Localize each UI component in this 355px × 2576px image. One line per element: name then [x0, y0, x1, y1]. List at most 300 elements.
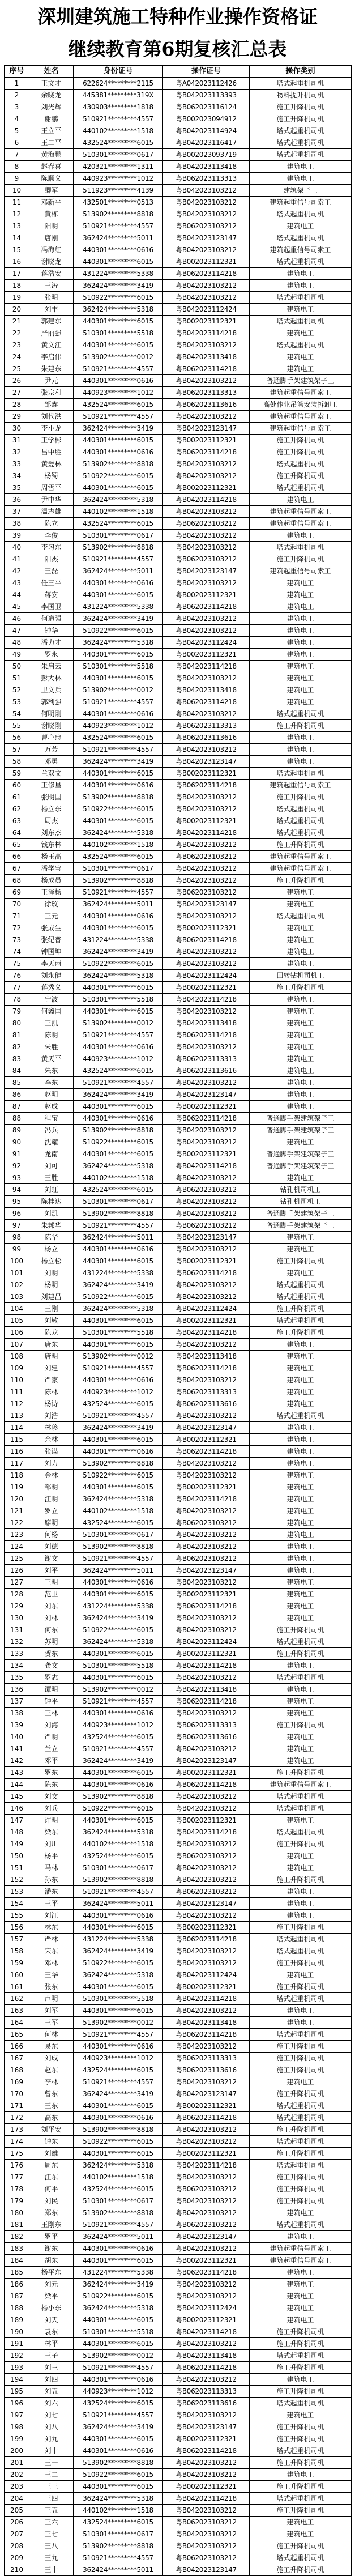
cell-id-number: 362424*********5318 [74, 1303, 163, 1315]
cell-name: 郭利强 [29, 696, 74, 708]
cell-operation-category: 建筑电工 [250, 1470, 352, 1481]
cell-certificate-number: 粤B062023114218 [163, 1029, 250, 1041]
cell-name: 杨立 [29, 1244, 74, 1255]
table-row [5, 1505, 352, 1517]
cell-operation-category: 建筑电工 [250, 1910, 352, 1922]
cell-name: 王华 [29, 1969, 74, 1981]
table-row [5, 2231, 352, 2243]
cell-operation-category: 建筑电工 [250, 744, 352, 756]
cell-serial: 110 [5, 1374, 29, 1386]
cell-certificate-number: 粤B042023103212 [163, 1470, 250, 1481]
cell-name: 李俊 [29, 530, 74, 542]
cell-certificate-number: 粤B042023113418 [163, 1017, 250, 1029]
cell-certificate-number: 粤B002023112321 [163, 649, 250, 661]
cell-name: 胡东 [29, 2255, 74, 2267]
cell-name: 邓新平 [29, 197, 74, 208]
cell-name: 刘建 [29, 1362, 74, 1374]
table-row [5, 161, 352, 173]
cell-name: 周东 [29, 2160, 74, 2171]
cell-operation-category: 建筑电工 [250, 2267, 352, 2279]
table-row [5, 399, 352, 411]
cell-certificate-number: 粤B062023114218 [163, 601, 250, 613]
cell-serial: 50 [5, 661, 29, 672]
cell-id-number: 510921*********4557 [74, 1553, 163, 1565]
cell-operation-category: 建筑电工 [250, 958, 352, 970]
cell-operation-category: 普通脚手架建筑架子工 [250, 375, 352, 387]
cell-operation-category: 施工升降机司机 [250, 435, 352, 446]
cell-name: 梁平 [29, 2290, 74, 2302]
document-title-line-1: 深圳建筑施工特种作业操作资格证 [37, 6, 318, 28]
cell-serial: 73 [5, 934, 29, 946]
cell-name: 兰立 [29, 1743, 74, 1755]
cell-operation-category: 建筑电工 [250, 2207, 352, 2219]
cell-name: 邹鑫 [29, 399, 74, 411]
cell-operation-category: 施工升降机司机 [250, 839, 352, 851]
cell-certificate-number: 粤B002023112321 [163, 1648, 250, 1660]
cell-serial: 82 [5, 1041, 29, 1053]
cell-name: 刘德 [29, 1541, 74, 1553]
cell-certificate-number: 粤B002023093719 [163, 149, 250, 161]
cell-certificate-number: 粤B042023114218 [163, 2493, 250, 2505]
cell-serial: 186 [5, 2279, 29, 2290]
table-row [5, 1624, 352, 1636]
cell-id-number: 362424*********3419 [74, 1612, 163, 1624]
cell-id-number: 513902*********0012 [74, 1684, 163, 1696]
table-row [5, 1493, 352, 1505]
table-row [5, 1244, 352, 1255]
cell-serial: 208 [5, 2540, 29, 2552]
cell-certificate-number: 粤A042023112426 [163, 78, 250, 90]
cell-serial: 98 [5, 1232, 29, 1244]
table-row [5, 482, 352, 494]
cell-id-number: 510921*********4557 [74, 1077, 163, 1089]
cell-operation-category: 塔式起重机司机 [250, 1291, 352, 1303]
cell-serial: 128 [5, 1589, 29, 1600]
cell-name: 余晓龙 [29, 90, 74, 101]
cell-operation-category: 建筑电工 [250, 1339, 352, 1351]
cell-serial: 123 [5, 1529, 29, 1541]
cell-name: 潘东 [29, 1886, 74, 1898]
cell-id-number: 362424*********5318 [74, 2493, 163, 2505]
cell-certificate-number: 粤B042023103212 [163, 411, 250, 423]
cell-name: 潘力才 [29, 637, 74, 649]
cell-operation-category: 施工升降机司机 [250, 1957, 352, 1969]
cell-id-number: 440301*********6015 [74, 1006, 163, 1017]
cell-name: 吕中胜 [29, 446, 74, 458]
table-row [5, 2005, 352, 2017]
cell-operation-category: 建筑电工 [250, 1815, 352, 1826]
table-row [5, 1339, 352, 1351]
cell-name: 刘虹 [29, 1184, 74, 1196]
cell-name: 邓勇 [29, 756, 74, 768]
cell-name: 杨诗 [29, 1398, 74, 1410]
cell-id-number: 513902*********0012 [74, 1351, 163, 1362]
cell-serial: 169 [5, 2076, 29, 2088]
cell-name: 陈顺义 [29, 173, 74, 185]
cell-name: 金林 [29, 1470, 74, 1481]
cell-operation-category: 施工升降机司机 [250, 1838, 352, 1850]
cell-serial: 106 [5, 1327, 29, 1339]
cell-id-number: 362424*********5318 [74, 637, 163, 649]
cell-certificate-number: 粤B042023112424 [163, 1969, 250, 1981]
cell-name: 刘建昌 [29, 1291, 74, 1303]
table-row [5, 494, 352, 506]
cell-operation-category: 建筑电工 [250, 1458, 352, 1470]
cell-operation-category: 塔式起重机司机 [250, 827, 352, 839]
table-row [5, 2290, 352, 2302]
cell-certificate-number: 粤B062023113313 [163, 2053, 250, 2064]
cell-operation-category: 建筑电工 [250, 1529, 352, 1541]
cell-operation-category: 建筑电工 [250, 2374, 352, 2386]
cell-operation-category: 施工升降机司机 [250, 2505, 352, 2517]
cell-operation-category: 施工升降机司机 [250, 2171, 352, 2183]
cell-id-number: 510301*********0617 [74, 149, 163, 161]
cell-operation-category: 建筑电工 [250, 1398, 352, 1410]
cell-id-number: 440301*********6015 [74, 649, 163, 661]
cell-serial: 29 [5, 411, 29, 423]
cell-serial: 88 [5, 1113, 29, 1125]
cell-operation-category: 建筑电工 [250, 1244, 352, 1255]
cell-serial: 95 [5, 1196, 29, 1208]
cell-id-number: 510921*********4557 [74, 2362, 163, 2374]
table-row [5, 2100, 352, 2112]
table-row [5, 137, 352, 149]
cell-serial: 47 [5, 625, 29, 637]
cell-serial: 166 [5, 2041, 29, 2053]
cell-serial: 89 [5, 1125, 29, 1136]
cell-id-number: 431224*********5338 [74, 601, 163, 613]
cell-operation-category: 建筑电工 [250, 732, 352, 744]
cell-operation-category: 塔式起重机司机 [250, 2100, 352, 2112]
cell-id-number: 513902*********8818 [74, 791, 163, 803]
cell-id-number: 440301*********0616 [74, 1708, 163, 1719]
table-row [5, 1220, 352, 1232]
cell-operation-category: 物料提升机司机 [250, 90, 352, 101]
cell-serial: 65 [5, 839, 29, 851]
cell-certificate-number: 粤B042023123147 [163, 2231, 250, 2243]
cell-certificate-number: 粤B042023103212 [163, 2124, 250, 2136]
cell-serial: 74 [5, 946, 29, 958]
cell-serial: 38 [5, 518, 29, 530]
table-row [5, 1458, 352, 1470]
cell-serial: 17 [5, 268, 29, 280]
cell-name: 何东 [29, 1624, 74, 1636]
cell-certificate-number: 粤B042023103212 [163, 2290, 250, 2302]
cell-name: 何平 [29, 2183, 74, 2195]
cell-name: 刘军 [29, 2005, 74, 2017]
cell-id-number: 362424*********5318 [74, 304, 163, 316]
cell-serial: 20 [5, 304, 29, 316]
cell-name: 朱启云 [29, 661, 74, 672]
table-row [5, 2302, 352, 2314]
cell-operation-category: 建筑电工 [250, 1731, 352, 1743]
cell-serial: 118 [5, 1470, 29, 1481]
cell-name: 谢文 [29, 1553, 74, 1565]
table-row [5, 1862, 352, 1874]
cell-id-number: 440301*********6015 [74, 1648, 163, 1660]
cell-operation-category: 施工升降机司机 [250, 2338, 352, 2350]
cell-serial: 76 [5, 970, 29, 982]
cell-operation-category: 施工升降机司机 [250, 2421, 352, 2433]
cell-id-number: 510301*********0617 [74, 2528, 163, 2540]
cell-id-number: 431224*********5338 [74, 268, 163, 280]
cell-name: 蒋安 [29, 589, 74, 601]
cell-operation-category: 建筑起重信号司索工 [250, 1779, 352, 1791]
cell-operation-category: 塔式起重机司机 [250, 542, 352, 553]
cell-certificate-number: 粤B062023103212 [163, 2183, 250, 2195]
cell-id-number: 510921*********4557 [74, 1220, 163, 1232]
cell-operation-category: 建筑起重信号司索工 [250, 2243, 352, 2255]
table-row [5, 1945, 352, 1957]
table-row [5, 2433, 352, 2445]
table-row [5, 1993, 352, 2005]
cell-id-number: 440301*********6015 [74, 982, 163, 994]
cell-id-number: 440301*********6015 [74, 2148, 163, 2160]
table-row [5, 1612, 352, 1624]
table-row [5, 1446, 352, 1458]
cell-certificate-number: 粤B042023114218 [163, 2160, 250, 2171]
cell-serial: 182 [5, 2231, 29, 2243]
cell-name: 刘浩 [29, 1410, 74, 1422]
cell-id-number: 510921*********4557 [74, 220, 163, 232]
cell-operation-category: 建筑电工 [250, 1136, 352, 1148]
table-row [5, 649, 352, 661]
cell-id-number: 510301*********5518 [74, 994, 163, 1006]
table-row [5, 1065, 352, 1077]
cell-operation-category: 建筑电工 [250, 2017, 352, 2029]
table-row [5, 1136, 352, 1148]
table-row [5, 1731, 352, 1743]
table-row [5, 1470, 352, 1481]
cell-name: 严家 [29, 1374, 74, 1386]
cell-serial: 1 [5, 78, 29, 90]
cell-name: 王泽杨 [29, 887, 74, 899]
cell-serial: 44 [5, 589, 29, 601]
cell-operation-category: 塔式起重机司机 [250, 2112, 352, 2124]
cell-certificate-number: 粤B042023112424 [163, 304, 250, 316]
cell-id-number: 440301*********6015 [74, 1922, 163, 1934]
cell-name: 赵成 [29, 1101, 74, 1113]
cell-serial: 49 [5, 649, 29, 661]
cell-operation-category: 建筑电工 [250, 1600, 352, 1612]
cell-operation-category: 塔式起重机司机 [250, 2350, 352, 2362]
cell-id-number: 622624*********2115 [74, 78, 163, 90]
cell-serial: 189 [5, 2314, 29, 2326]
table-row [5, 244, 352, 256]
cell-serial: 135 [5, 1672, 29, 1684]
cell-certificate-number: 粤B042023103212 [163, 339, 250, 351]
cell-serial: 140 [5, 1731, 29, 1743]
cell-serial: 120 [5, 1493, 29, 1505]
cell-operation-category: 塔式起重机司机 [250, 910, 352, 922]
cell-id-number: 513902*********8818 [74, 1458, 163, 1470]
cell-certificate-number: 粤B042023103212 [163, 803, 250, 815]
cell-serial: 206 [5, 2517, 29, 2528]
table-row [5, 2041, 352, 2053]
cell-name: 温志雄 [29, 506, 74, 518]
cell-serial: 21 [5, 316, 29, 327]
cell-id-number: 510922*********6015 [74, 2136, 163, 2148]
cell-operation-category: 施工升降机司机 [250, 982, 352, 994]
table-row [5, 1267, 352, 1279]
cell-id-number: 440923*********1012 [74, 173, 163, 185]
cell-operation-category: 建筑电工 [250, 2528, 352, 2540]
cell-id-number: 510922*********6015 [74, 292, 163, 304]
cell-serial: 13 [5, 220, 29, 232]
table-row [5, 1779, 352, 1791]
cell-serial: 30 [5, 423, 29, 435]
cell-operation-category: 建筑电工 [250, 1172, 352, 1184]
cell-name: 王平 [29, 1898, 74, 1910]
cell-operation-category: 建筑电工 [250, 1006, 352, 1017]
cell-operation-category: 建筑电工 [250, 1969, 352, 1981]
cell-serial: 96 [5, 1208, 29, 1220]
cell-operation-category: 建筑起重信号司索工 [250, 244, 352, 256]
table-row [5, 90, 352, 101]
cell-certificate-number: 粤B042023103212 [163, 1624, 250, 1636]
title-block [0, 0, 355, 65]
cell-id-number: 362424*********5011 [74, 232, 163, 244]
cell-id-number: 362424*********3419 [74, 2421, 163, 2433]
cell-name: 林东 [29, 1922, 74, 1934]
cell-certificate-number: 粤B002023112321 [163, 768, 250, 780]
cell-serial: 70 [5, 899, 29, 910]
cell-operation-category: 建筑电工 [250, 577, 352, 589]
cell-name: 陈桂达 [29, 1196, 74, 1208]
cell-name: 何明刚 [29, 708, 74, 720]
cell-operation-category: 建筑电工 [250, 1422, 352, 1434]
cell-id-number: 510922*********6015 [74, 470, 163, 482]
cell-certificate-number: 粤B002023112321 [163, 2148, 250, 2160]
cell-operation-category: 普通脚手架建筑架子工 [250, 1113, 352, 1125]
cell-certificate-number: 粤B062023103212 [163, 220, 250, 232]
cell-id-number: 510922*********6015 [74, 2469, 163, 2481]
cell-certificate-number: 粤B042023103212 [163, 197, 250, 208]
cell-operation-category: 建筑电工 [250, 672, 352, 684]
cell-id-number: 420321*********1311 [74, 161, 163, 173]
cell-certificate-number: 粤B042023103212 [163, 1077, 250, 1089]
cell-certificate-number: 粤B042023114218 [163, 1327, 250, 1339]
cell-name: 王涛 [29, 280, 74, 292]
cell-certificate-number: 粤B042023114218 [163, 1826, 250, 1838]
cell-id-number: 362424*********5011 [74, 1565, 163, 1577]
table-row [5, 946, 352, 958]
cell-operation-category: 施工升降机司机 [250, 2564, 352, 2576]
cell-name: 刘雄 [29, 2148, 74, 2160]
cell-id-number: 440301*********0616 [74, 1446, 163, 1458]
cell-certificate-number: 粤B042023112424 [163, 637, 250, 649]
cell-operation-category: 塔式起重机司机 [250, 458, 352, 470]
cell-name: 邓平 [29, 1755, 74, 1767]
cell-certificate-number: 粤B062023114218 [163, 780, 250, 791]
cell-certificate-number: 粤B042023113418 [163, 1684, 250, 1696]
cell-operation-category: 建筑电工 [250, 1446, 352, 1458]
cell-operation-category: 施工升降机司机 [250, 1648, 352, 1660]
table-row [5, 2457, 352, 2469]
cell-name: 李林 [29, 2076, 74, 2088]
cell-name: 刘七 [29, 2409, 74, 2421]
table-row [5, 1291, 352, 1303]
cell-name: 徐玟 [29, 899, 74, 910]
table-row [5, 625, 352, 637]
roster-table [4, 65, 352, 2576]
cell-certificate-number: 粤B042023103212 [163, 208, 250, 220]
cell-id-number: 432524*********6015 [74, 1731, 163, 1743]
table-row [5, 1791, 352, 1803]
cell-certificate-number: 粤B002023112321 [163, 1481, 250, 1493]
cell-operation-category: 塔式起重机司机 [250, 2160, 352, 2171]
cell-id-number: 362424*********3419 [74, 946, 163, 958]
cell-id-number: 511923*********4139 [74, 185, 163, 197]
cell-certificate-number: 粤B062023113313 [163, 387, 250, 399]
cell-name: 刘东 [29, 1600, 74, 1612]
cell-operation-category: 施工升降机司机 [250, 2041, 352, 2053]
table-row [5, 1196, 352, 1208]
cell-operation-category: 施工升降机司机 [250, 720, 352, 732]
cell-operation-category: 普通脚手架建筑架子工 [250, 1125, 352, 1136]
cell-id-number: 362424*********3419 [74, 1945, 163, 1957]
cell-id-number: 440301*********6015 [74, 256, 163, 268]
cell-operation-category: 建筑电工 [250, 1351, 352, 1362]
cell-serial: 56 [5, 732, 29, 744]
table-row [5, 577, 352, 589]
table-row [5, 1517, 352, 1529]
cell-serial: 87 [5, 1101, 29, 1113]
cell-serial: 126 [5, 1565, 29, 1577]
cell-certificate-number: 粤B042023123147 [163, 2088, 250, 2100]
cell-certificate-number: 粤B002023112321 [163, 1589, 250, 1600]
cell-name: 王六 [29, 2517, 74, 2528]
cell-certificate-number: 粤B042023103212 [163, 875, 250, 887]
cell-name: 周雪平 [29, 482, 74, 494]
cell-id-number: 440301*********6015 [74, 1981, 163, 1993]
cell-id-number: 440301*********0616 [74, 1910, 163, 1922]
cell-certificate-number: 粤B002023112321 [163, 1315, 250, 1327]
cell-operation-category: 塔式起重机司机 [250, 292, 352, 304]
cell-name: 杨立松 [29, 1255, 74, 1267]
cell-serial: 100 [5, 1255, 29, 1267]
cell-id-number: 362424*********3419 [74, 423, 163, 435]
cell-id-number: 362424*********5011 [74, 899, 163, 910]
cell-serial: 107 [5, 1339, 29, 1351]
cell-certificate-number: 粤B042023123147 [163, 1898, 250, 1910]
cell-name: 周杰 [29, 815, 74, 827]
cell-id-number: 513902*********0012 [74, 1017, 163, 1029]
cell-serial: 79 [5, 1006, 29, 1017]
cell-id-number: 440301*********0616 [74, 1041, 163, 1053]
cell-name: 宋东 [29, 1945, 74, 1957]
cell-serial: 202 [5, 2469, 29, 2481]
cell-serial: 85 [5, 1077, 29, 1089]
cell-certificate-number: 粤B062023113313 [163, 2386, 250, 2398]
table-row [5, 601, 352, 613]
cell-serial: 10 [5, 185, 29, 197]
table-row [5, 1410, 352, 1422]
cell-serial: 163 [5, 2005, 29, 2017]
cell-operation-category: 建筑电工 [250, 601, 352, 613]
cell-operation-category: 建筑电工 [250, 1541, 352, 1553]
cell-operation-category: 钻孔机司机工 [250, 1196, 352, 1208]
cell-serial: 132 [5, 1636, 29, 1648]
cell-id-number: 513902*********8818 [74, 542, 163, 553]
cell-id-number: 362424*********3419 [74, 2088, 163, 2100]
cell-id-number: 440301*********0616 [74, 375, 163, 387]
table-row [5, 2255, 352, 2267]
cell-id-number: 445381*********319X [74, 90, 163, 101]
cell-certificate-number: 粤B062023113313 [163, 173, 250, 185]
cell-name: 刘丰 [29, 304, 74, 316]
cell-id-number: 510921*********4557 [74, 2219, 163, 2231]
